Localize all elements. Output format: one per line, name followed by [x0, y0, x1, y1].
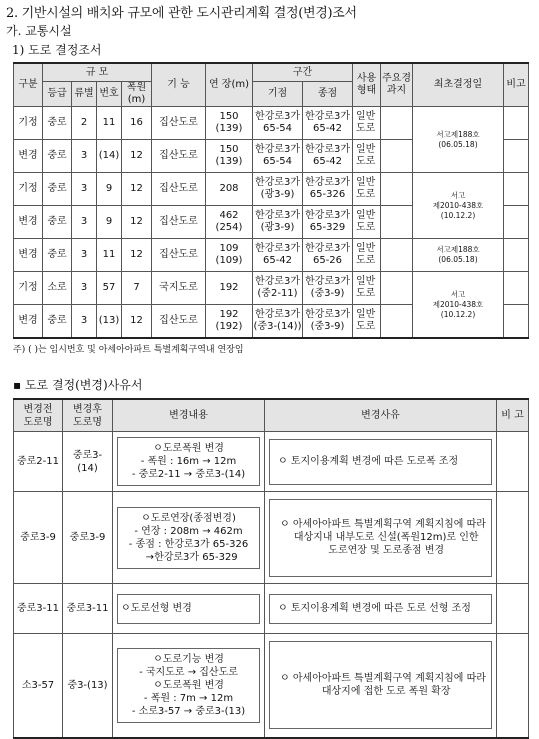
- header-remarks: 비고: [504, 63, 529, 107]
- cell-class: 3: [72, 173, 97, 206]
- content-line: - 폭원 : 16m → 12m: [140, 456, 237, 467]
- cell-length: [206, 305, 253, 339]
- header-start: 기점: [253, 82, 303, 107]
- header-scale: 규 모: [43, 63, 152, 82]
- cell-grade: 중로: [43, 173, 72, 206]
- cell-end: [303, 305, 353, 339]
- length-temp: (139): [215, 156, 243, 167]
- cell-class: 3: [72, 206, 97, 239]
- cell-grade: 중로: [43, 239, 72, 272]
- cell-width: 12: [122, 173, 152, 206]
- length-value: 208: [219, 183, 239, 194]
- reason-line: 도로연장 및 도로종점 변경: [321, 545, 445, 556]
- cell-reason: [265, 492, 497, 584]
- content-line: ㅇ도로기능 변경: [153, 653, 224, 665]
- header-class: 류별: [72, 82, 97, 107]
- cell-width: 12: [122, 140, 152, 173]
- end-area: 한강로3가: [305, 276, 351, 287]
- decision-date: (10.12.2): [440, 309, 476, 319]
- decision-note-number: 제2010-438호: [432, 200, 484, 210]
- content-line: ㅇ도로연장(종점변경): [141, 512, 236, 524]
- reason-line: 대상지내 내부도로 신설(폭원12m)로 인한: [287, 532, 479, 543]
- cell-reason: [265, 584, 497, 634]
- end-area: 한강로3가: [305, 210, 351, 221]
- cell-remarks: [504, 140, 529, 173]
- cell-division: 기정: [14, 107, 43, 140]
- usage-type: 일반: [356, 309, 376, 320]
- header-reason: 변경사유: [265, 399, 497, 432]
- cell-end: [303, 107, 353, 140]
- header-number: 번호: [97, 82, 122, 107]
- cell-end: [303, 206, 353, 239]
- length-temp: (109): [215, 255, 243, 266]
- header-function: 기 능: [152, 63, 206, 107]
- cell-remarks: [504, 173, 529, 206]
- content-line: ㅇ도로폭원 변경: [153, 443, 224, 454]
- cell-reason: [265, 432, 497, 492]
- cell-reason: [265, 634, 497, 738]
- cell-remarks: [497, 492, 529, 584]
- cell-function: 집산도로: [152, 305, 206, 339]
- start-area: 한강로3가: [254, 243, 300, 254]
- cell-remarks: [504, 272, 529, 305]
- header-width: 폭원(m): [122, 82, 152, 107]
- usage-type: 일반: [356, 210, 376, 221]
- cell-start: [253, 173, 303, 206]
- end-area: 한강로3가: [305, 243, 351, 254]
- decision-note: 서고: [450, 190, 466, 200]
- usage-road: 도로: [356, 189, 376, 200]
- header-grade: 등급: [43, 82, 72, 107]
- cell-remarks: [504, 305, 529, 339]
- decision-note: 서고제188호: [436, 129, 480, 139]
- end-lot: (중3-9): [310, 321, 345, 332]
- cell-before: 중로2-11: [14, 432, 63, 492]
- end-area: 한강로3가: [305, 111, 351, 122]
- cell-usage: [353, 305, 381, 339]
- cell-usage: [353, 206, 381, 239]
- header-before: [14, 399, 63, 432]
- length-value: 150: [219, 111, 239, 122]
- start-lot: (광3-9): [260, 222, 295, 233]
- start-area: 한강로3가: [254, 309, 300, 320]
- decision-note: 서고제188호: [436, 245, 480, 254]
- cell-function: 집산도로: [152, 239, 206, 272]
- reason-line: ㅇ 토지이용계획 변경에 따른 도로 선형 조정: [278, 603, 471, 614]
- content-box: [117, 594, 260, 624]
- start-lot: 65-42: [262, 255, 293, 266]
- end-area: 한강로3가: [305, 309, 351, 320]
- cell-usage: [353, 107, 381, 140]
- header-after-l2: 도로명: [73, 416, 102, 428]
- decision-note-number: 제2010-438호: [432, 299, 484, 309]
- cell-number: 11: [97, 107, 122, 140]
- usage-road: 도로: [356, 123, 376, 134]
- header-length: 연 장(m): [206, 63, 253, 107]
- cell-class: 3: [72, 239, 97, 272]
- cell-class: 3: [72, 305, 97, 339]
- cell-first-decision: [413, 239, 504, 272]
- header-division: 구분: [14, 63, 43, 107]
- usage-type: 일반: [356, 144, 376, 155]
- cell-width: 12: [122, 239, 152, 272]
- header-before-l2: 도로명: [23, 416, 53, 428]
- content-line: ㅇ도로폭원 변경: [153, 679, 224, 691]
- cell-main-passage: [381, 272, 413, 305]
- cell-main-passage: [381, 239, 413, 272]
- content-line: - 중로2-11 → 중로3-(14): [131, 469, 246, 480]
- cell-length: [206, 206, 253, 239]
- header-after-l1: 변경후: [73, 403, 102, 415]
- cell-length: [206, 272, 253, 305]
- cell-function: 집산도로: [152, 107, 206, 140]
- end-lot: 65-26: [312, 255, 343, 266]
- decision-note: 서고: [450, 289, 466, 299]
- table-row: [14, 239, 529, 272]
- reason-box: [269, 594, 492, 624]
- length-temp: (139): [215, 123, 243, 134]
- cell-division: 변경: [14, 206, 43, 239]
- cell-class: 3: [72, 140, 97, 173]
- cell-grade: 중로: [43, 305, 72, 339]
- cell-end: [303, 173, 353, 206]
- subsection-title: 가. 교통시설: [6, 24, 72, 38]
- cell-remarks: [504, 107, 529, 140]
- usage-road: 도로: [356, 321, 376, 332]
- cell-start: [253, 239, 303, 272]
- cell-remarks: [497, 634, 529, 738]
- cell-width: 7: [122, 272, 152, 305]
- content-box: [117, 437, 260, 486]
- reason-box: [269, 641, 492, 729]
- usage-type: 일반: [356, 276, 376, 287]
- cell-start: [253, 272, 303, 305]
- cell-function: 집산도로: [152, 206, 206, 239]
- start-lot: 65-54: [262, 156, 293, 167]
- content-line: - 연장 : 208m → 462m: [134, 525, 243, 537]
- header-first-decision: 최초결정일: [413, 63, 504, 107]
- cell-division: 변경: [14, 140, 43, 173]
- cell-before: 소3-57: [14, 634, 63, 738]
- table-footnote: 주) ( )는 임시번호 및 아세아아파트 특별계획구역내 연장임: [13, 345, 244, 355]
- cell-length: [206, 107, 253, 140]
- start-area: 한강로3가: [254, 210, 300, 221]
- cell-grade: 소로: [43, 272, 72, 305]
- cell-remarks: [497, 432, 529, 492]
- start-lot: (광3-9): [260, 189, 295, 200]
- cell-number: 57: [97, 272, 122, 305]
- cell-after: 중3-(13): [63, 634, 113, 738]
- cell-main-passage: [381, 206, 413, 239]
- cell-first-decision: [413, 173, 504, 239]
- content-box: [117, 648, 260, 723]
- reason-box: [269, 499, 492, 577]
- usage-type: 일반: [356, 177, 376, 188]
- cell-length: [206, 239, 253, 272]
- start-lot: 65-54: [262, 123, 293, 134]
- section-title: 2. 기반시설의 배치와 규모에 관한 도시관리계획 결정(변경)조서: [6, 6, 357, 21]
- reasons-title: ▪ 도로 결정(변경)사유서: [13, 378, 143, 392]
- cell-end: [303, 272, 353, 305]
- table-row: [14, 634, 529, 738]
- cell-width: 16: [122, 107, 152, 140]
- cell-division: 기정: [14, 173, 43, 206]
- cell-grade: 중로: [43, 206, 72, 239]
- decision-date: (06.05.18): [438, 139, 478, 149]
- cell-number: 11: [97, 239, 122, 272]
- cell-number: 9: [97, 173, 122, 206]
- start-lot: (중3-(14)): [253, 321, 302, 332]
- end-area: 한강로3가: [305, 177, 351, 188]
- cell-end: [303, 140, 353, 173]
- header-content: 변경내용: [113, 399, 265, 432]
- content-line: - 종점 : 한강로3가 65-326: [128, 538, 249, 550]
- cell-content: [113, 584, 265, 634]
- cell-length: [206, 140, 253, 173]
- cell-main-passage: [381, 107, 413, 140]
- cell-width: 12: [122, 206, 152, 239]
- road-decision-title: 1) 도로 결정조서: [12, 43, 102, 57]
- usage-road: 도로: [356, 222, 376, 233]
- table-row: [14, 107, 529, 140]
- content-line: - 국지도로 → 집산도로: [139, 666, 238, 678]
- reason-box: [269, 439, 492, 485]
- content-line: →한강로3가 65-329: [139, 551, 238, 563]
- usage-type: 일반: [356, 243, 376, 254]
- end-area: 한강로3가: [305, 144, 351, 155]
- cell-first-decision: [413, 272, 504, 339]
- cell-class: 2: [72, 107, 97, 140]
- header-section: 구간: [253, 63, 353, 82]
- end-lot: 65-42: [312, 156, 343, 167]
- decision-date: (06.05.18): [438, 255, 478, 264]
- end-lot: 65-329: [309, 222, 346, 233]
- cell-number: (14): [97, 140, 122, 173]
- reason-line: ㅇ 토지이용계획 변경에 따른 도로폭 조정: [278, 456, 459, 467]
- cell-start: [253, 107, 303, 140]
- reason-line: 대상지에 접한 도로 폭원 확장: [315, 686, 451, 698]
- end-lot: 65-42: [312, 123, 343, 134]
- header-after: [63, 399, 113, 432]
- end-lot: (중3-9): [310, 288, 345, 299]
- start-area: 한강로3가: [254, 144, 300, 155]
- cell-main-passage: [381, 173, 413, 206]
- cell-remarks: [504, 239, 529, 272]
- header-end: 종점: [303, 82, 353, 107]
- start-lot: (중2-11): [257, 288, 298, 299]
- content-line: ㅇ도로선형 변경: [121, 603, 192, 614]
- cell-end: [303, 239, 353, 272]
- decision-date: (10.12.2): [440, 210, 476, 220]
- cell-remarks: [504, 206, 529, 239]
- cell-after: 중로3-9: [63, 492, 113, 584]
- start-area: 한강로3가: [254, 177, 300, 188]
- cell-usage: [353, 173, 381, 206]
- cell-usage: [353, 272, 381, 305]
- cell-start: [253, 140, 303, 173]
- cell-after: 중로3-11: [63, 584, 113, 634]
- cell-function: 국지도로: [152, 272, 206, 305]
- cell-number: (13): [97, 305, 122, 339]
- cell-main-passage: [381, 140, 413, 173]
- cell-first-decision: [413, 107, 504, 173]
- reason-line: ㅇ 아세아아파트 특별계획구역 계획지침에 따라: [280, 519, 486, 530]
- cell-class: 3: [72, 272, 97, 305]
- reasons-table: [13, 398, 529, 739]
- cell-content: [113, 634, 265, 738]
- cell-before: 중로3-9: [14, 492, 63, 584]
- length-value: 150: [219, 144, 239, 155]
- cell-division: 기정: [14, 272, 43, 305]
- cell-width: 12: [122, 305, 152, 339]
- header-before-l1: 변경전: [23, 403, 53, 415]
- cell-remarks: [497, 584, 529, 634]
- road-decision-table: [13, 62, 529, 339]
- cell-function: 집산도로: [152, 140, 206, 173]
- cell-start: [253, 206, 303, 239]
- header-usage: 사용형태: [353, 63, 381, 107]
- table-row: [14, 492, 529, 584]
- usage-type: 일반: [356, 111, 376, 122]
- length-value: 192: [219, 309, 239, 320]
- cell-usage: [353, 239, 381, 272]
- cell-usage: [353, 140, 381, 173]
- table-row: [14, 584, 529, 634]
- cell-grade: 중로: [43, 140, 72, 173]
- table-row: [14, 432, 529, 492]
- start-area: 한강로3가: [254, 111, 300, 122]
- cell-division: 변경: [14, 239, 43, 272]
- start-area: 한강로3가: [254, 276, 300, 287]
- cell-content: [113, 432, 265, 492]
- cell-division: 변경: [14, 305, 43, 339]
- cell-before: 중로3-11: [14, 584, 63, 634]
- cell-start: [253, 305, 303, 339]
- table-row: [14, 272, 529, 305]
- content-line: - 폭원 : 7m → 12m: [143, 692, 234, 704]
- length-temp: (192): [215, 321, 243, 332]
- cell-after: 중로3-(14): [63, 432, 113, 492]
- length-temp: (254): [215, 222, 243, 233]
- header-main-passage: 주요경과지: [381, 63, 413, 107]
- length-value: 192: [219, 282, 239, 293]
- end-lot: 65-326: [309, 189, 346, 200]
- cell-content: [113, 492, 265, 584]
- table-row: [14, 173, 529, 206]
- length-value: 462: [219, 210, 239, 221]
- length-value: 109: [219, 243, 239, 254]
- cell-grade: 중로: [43, 107, 72, 140]
- cell-length: [206, 173, 253, 206]
- cell-number: 9: [97, 206, 122, 239]
- header-remarks: 비 고: [497, 399, 529, 432]
- usage-road: 도로: [356, 255, 376, 266]
- reason-line: ㅇ 아세아아파트 특별계획구역 계획지침에 따라: [280, 673, 486, 685]
- usage-road: 도로: [356, 156, 376, 167]
- content-line: - 소로3-57 → 중로3-(13): [131, 705, 246, 717]
- cell-main-passage: [381, 305, 413, 339]
- cell-function: 집산도로: [152, 173, 206, 206]
- content-box: [117, 507, 260, 569]
- usage-road: 도로: [356, 288, 376, 299]
